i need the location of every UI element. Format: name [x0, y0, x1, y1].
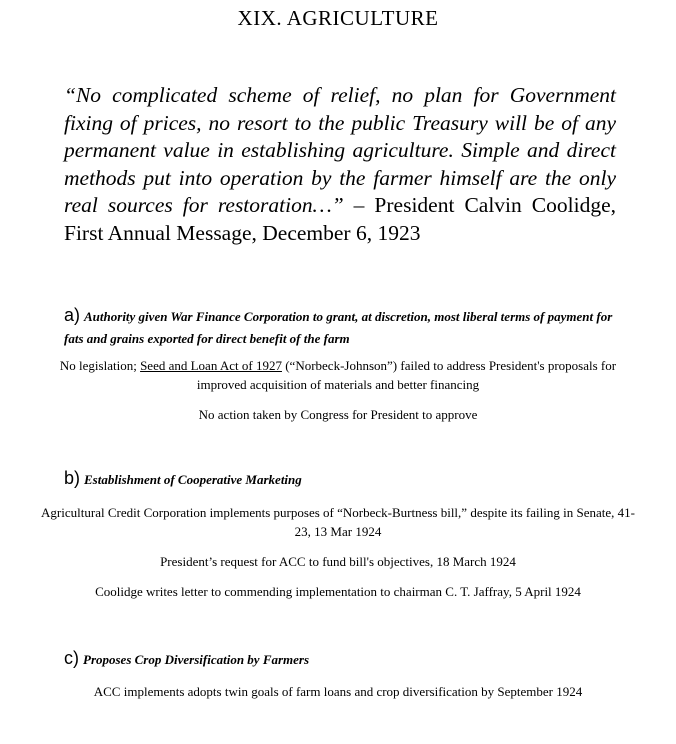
- section-c-letter: c): [64, 648, 79, 668]
- section-a-entry-1: [40, 356, 636, 394]
- quote-attribution: – President Calvin Coolidge, First Annual Message, December 6, 1923: [64, 193, 616, 245]
- section-b-entry-3: Coolidge writes letter to commending implementation to chairman C. T. Jaffray, 5 April 1924: [95, 584, 581, 599]
- section-a-letter: a): [64, 305, 81, 325]
- section-a-title: Authority given War Finance Corporation to grant, at discretion, most liberal terms of payment for fats and grains exported for direct benefit of the farm: [64, 309, 613, 346]
- section-b-entry-1: Agricultural Credit Corporation implements purposes of “Norbeck-Burtness bill,” despite its failing in Senate, 41-23, 13 Mar 1924: [41, 505, 635, 539]
- entry-text: (“Norbeck-Johnson”) failed to address President's proposals for improved acquisition of materials and better financing: [196, 358, 617, 392]
- section-b-letter: b): [64, 468, 81, 488]
- quote-text: “No complicated scheme of relief, no plan for Government fixing of prices, no resort to the public Treasury will be of any permanent value in establishing agriculture. Simple and direct methods put into operation by the farmer himself are the only real sources for restoration…”: [64, 83, 616, 218]
- section-b-title: Establishment of Cooperative Marketing: [84, 472, 302, 487]
- section-c-title: Proposes Crop Diversification by Farmers: [83, 652, 310, 667]
- section-b-entry-2: President’s request for ACC to fund bill's objectives, 18 March 1924: [160, 554, 516, 569]
- page-title: XIX. AGRICULTURE: [237, 6, 439, 30]
- entry-text: No legislation;: [59, 358, 141, 373]
- seed-and-loan-act-link[interactable]: Seed and Loan Act of 1927: [140, 358, 282, 373]
- section-b-heading: [64, 467, 624, 491]
- coolidge-quote: [64, 82, 616, 248]
- section-c-heading: [64, 647, 624, 671]
- section-c-entry-1: ACC implements adopts twin goals of farm loans and crop diversification by September 1924: [93, 684, 583, 699]
- section-a-entry-2: No action taken by Congress for President to approve: [198, 407, 478, 422]
- section-a-heading: [64, 304, 624, 350]
